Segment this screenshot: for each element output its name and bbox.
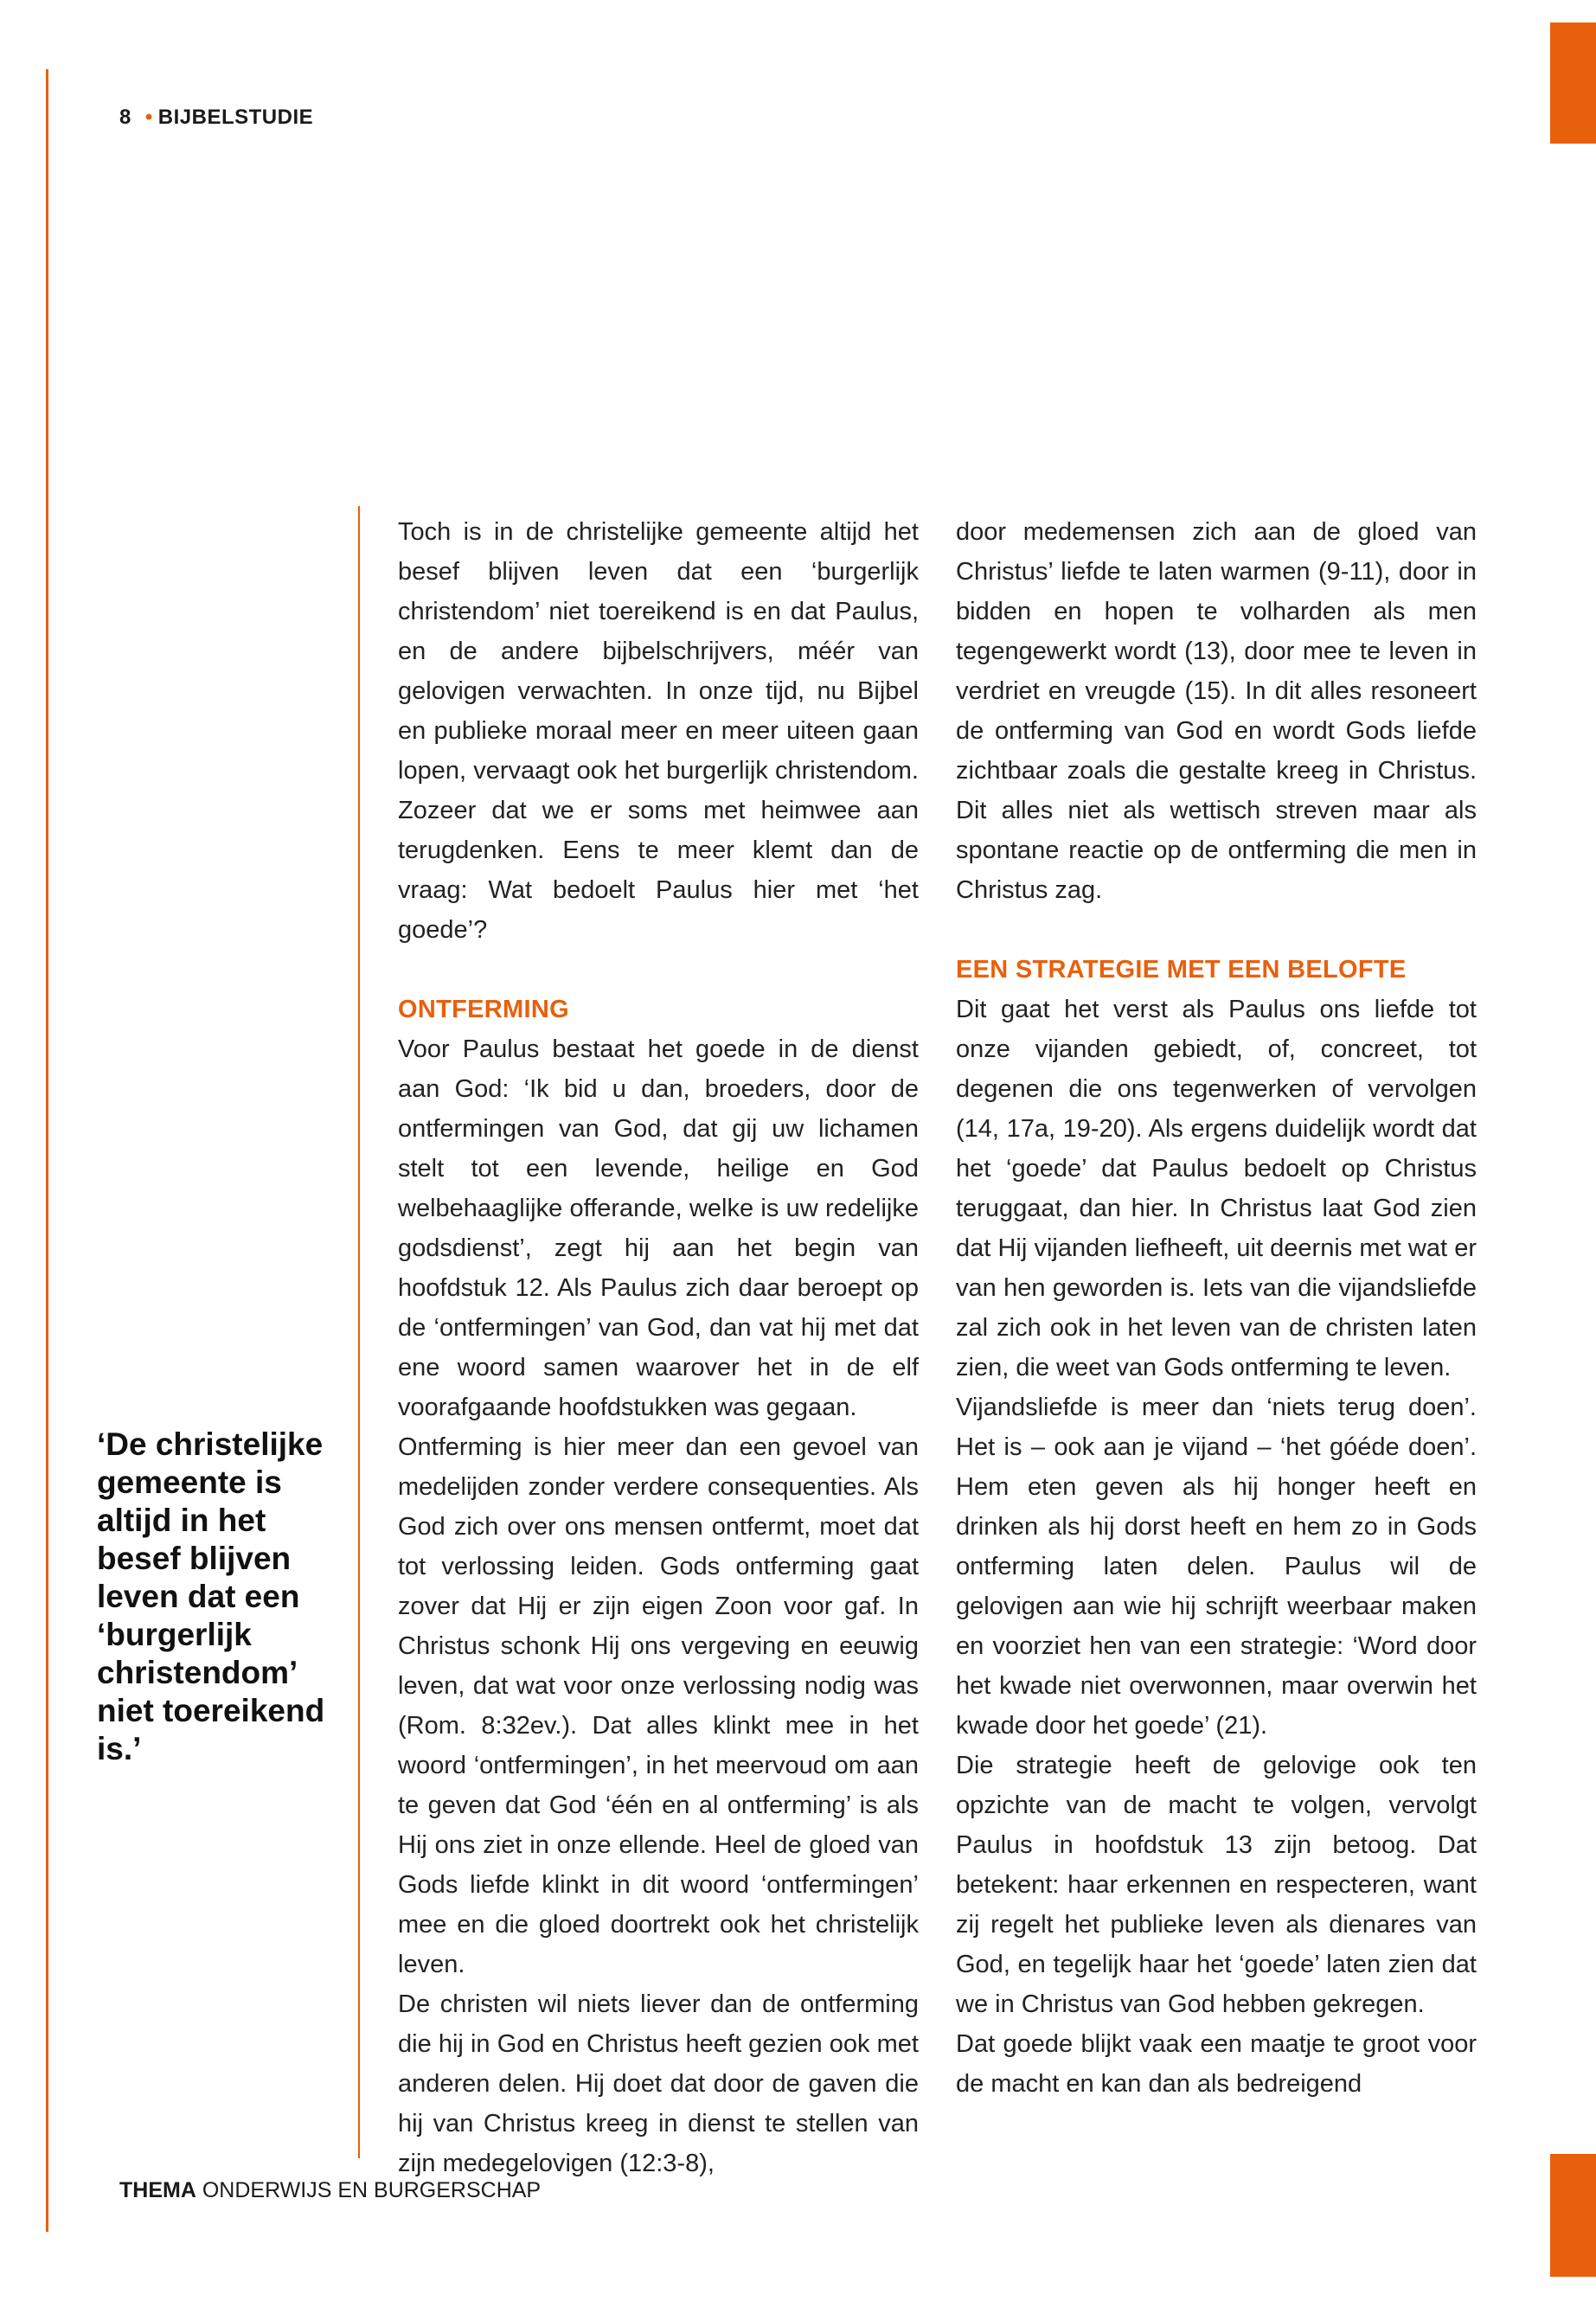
column2-paragraph: Dat goede blijkt vaak een maatje te groot voor de macht en kan dan als bedreigend [956,2030,1477,2098]
text-column-2 [956,512,1477,2104]
column2-paragraph: Dit gaat het verst als Paulus ons liefde tot onze vijanden gebiedt, of, concreet, tot degenen die ons tegenwerken of vervolgen (14, 17a, 19-20). Als ergens duidelijk wordt dat het ‘goede’ dat Paulus bedoelt op Christus teruggaat, dan hier. In Christus laat God zien dat Hij vijanden liefheeft, uit deernis met wat er van hen geworden is. Iets van die vijandsliefde zal zich ook in het leven van de christen laten zien, die weet van Gods ontferming te leven. [956,996,1477,1381]
pull-quote: ‘De christelijke gemeente is altijd in het besef blijven leven dat een ‘burgerlijk christendom’ niet toereikend is.’ [97,1426,325,1766]
heading-ontferming: ONTFERMING [398,996,569,1023]
page-number: 8 [119,106,131,129]
column2-paragraph: Die strategie heeft de gelovige ook ten opzichte van de macht te volgen, vervolgt Paulus in hoofdstuk 13 zijn betoog. Dat betekent: haar erkennen en respecteren, want zij regelt het publieke leven als dienares van God, en tegelijk haar het ‘goede’ laten zien dat we in Christus van God hebben gekregen. [956,1752,1477,2018]
running-footer [119,2178,541,2203]
column2-intro: door medemensen zich aan de gloed van Christus’ liefde te laten warmen (9-11), door in bidden en hopen te volharden als men tegengewerkt wordt (13), door mee te leven in verdriet en vreugde (15). In dit alles resoneert de ontferming van God en wordt Gods liefde zichtbaar zoals die gestalte kreeg in Christus. Dit alles niet als wettisch streven maar als spontane reactie op de ontferming die men in Christus zag. [956,518,1477,904]
column2-paragraph: Vijandsliefde is meer dan ‘niets terug doen’. Het is – ook aan je vijand – ‘het góéde doen’. Hem eten geven als hij honger heeft en drinken als hij dorst heeft en hem zo in Gods ontferming laten delen. Paulus wil de gelovigen aan wie hij schrijft weerbaar maken en voorziet hen van een strategie: ‘Word door het kwade niet overwonnen, maar overwin het kwade door het goede’ (21). [956,1394,1477,1740]
column1-paragraph: De christen wil niets liever dan de ontferming die hij in God en Christus heeft gezien ook met anderen delen. Hij doet dat door de gaven die hij van Christus kreeg in dienst te stellen van zijn medegelovigen (12:3-8), [398,1990,919,2177]
section-title: BIJBELSTUDIE [157,106,314,129]
column1-paragraph: Ontferming is hier meer dan een gevoel van medelijden zonder verdere consequenties. Als God zich over ons mensen ontfermt, moet dat tot verlossing leiden. Gods ontferming gaat zover dat Hij er zijn eigen Zoon voor gaf. In Christus schonk Hij ons vergeving en eeuwig leven, dat wat voor onze verlossing nodig was (Rom. 8:32ev.). Dat alles klinkt mee in het woord ‘ontfermingen’, in het meervoud om aan te geven dat God ‘één en al ontferming’ is als Hij ons ziet in onze ellende. Heel de gloed van Gods liefde klinkt in dit woord ‘ontfermingen’ mee en die gloed doortrekt ook het christelijk leven. [398,1433,919,1978]
footer-subtitle: ONDERWIJS EN BURGERSCHAP [202,2178,542,2202]
running-header [119,106,313,130]
footer-brand: THEMA [119,2178,196,2202]
column1-intro: Toch is in de christelijke gemeente altijd het besef blijven leven dat een ‘burgerlijk christendom’ niet toereikend is en dat Paulus, en de andere bijbelschrijvers, méér van gelovigen verwachten. In onze tijd, nu Bijbel en publieke moraal meer en meer uiteen gaan lopen, vervaagt ook het burgerlijk christendom. Zozeer dat we er soms met heimwee aan terugdenken. Eens te meer klemt dan de vraag: Wat bedoelt Paulus hier met ‘het goede’? [398,518,919,944]
text-column-1 [398,512,919,2183]
page-edge-tab-top [1550,22,1596,144]
left-margin-rule [46,69,48,2232]
column1-paragraph: Voor Paulus bestaat het goede in de dienst aan God: ‘Ik bid u dan, broeders, door de ontfermingen van God, dat gij uw lichamen stelt tot een levende, heilige en God welbehaaglijke offerande, welke is uw redelijke godsdienst’, zegt hij aan het begin van hoofdstuk 12. Als Paulus zich daar beroept op de ‘ontfermingen’ van God, dan vat hij met dat ene woord samen waarover het in de elf voorafgaande hoofdstukken was gegaan. [398,1035,919,1421]
page-edge-tab-bottom [1550,2154,1596,2277]
column-divider-rule [358,506,360,2158]
bullet-separator: • [144,106,153,129]
heading-strategie: EEN STRATEGIE MET EEN BELOFTE [956,956,1407,984]
